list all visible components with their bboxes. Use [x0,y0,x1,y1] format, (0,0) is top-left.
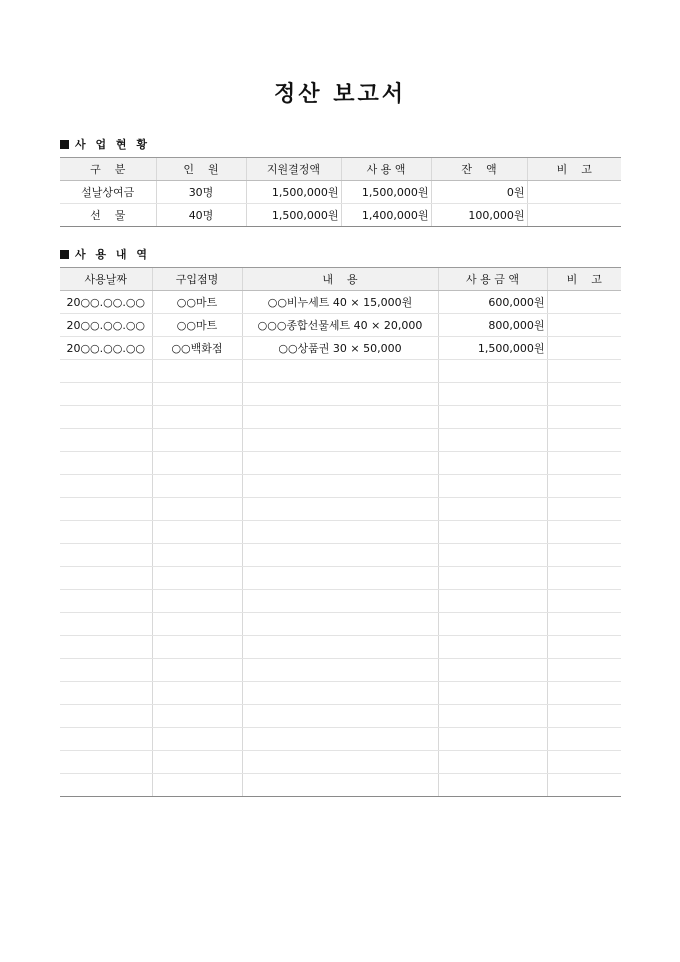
cell-used-amount: 1,500,000원 [341,181,431,204]
empty-cell [547,613,621,636]
empty-cell [547,498,621,521]
empty-cell [152,774,242,797]
empty-cell [438,590,547,613]
table-row [60,181,621,204]
empty-cell [438,728,547,751]
empty-cell [438,682,547,705]
empty-cell [438,360,547,383]
empty-cell [438,475,547,498]
empty-cell [60,682,152,705]
empty-cell [60,774,152,797]
cell-approved-amount: 1,500,000원 [246,204,341,227]
col-header-description: 내 용 [242,268,438,291]
empty-table-row [60,728,621,751]
section-business-status-heading [60,136,150,152]
empty-table-row [60,636,621,659]
table-row [60,291,621,314]
empty-cell [242,383,438,406]
usage-details-table [60,267,621,797]
empty-cell [547,452,621,475]
empty-cell [60,751,152,774]
empty-cell [547,774,621,797]
col-header-remarks: 비 고 [527,158,621,181]
empty-cell [438,751,547,774]
cell-description: ○○비누세트 40 × 15,000원 [242,291,438,314]
empty-cell [547,567,621,590]
cell-description: ○○상품권 30 × 50,000 [242,337,438,360]
empty-cell [242,613,438,636]
cell-amount: 800,000원 [438,314,547,337]
empty-cell [547,383,621,406]
empty-cell [60,613,152,636]
square-bullet-icon [60,250,69,259]
empty-table-row [60,452,621,475]
empty-cell [152,590,242,613]
cell-approved-amount: 1,500,000원 [246,181,341,204]
empty-cell [242,544,438,567]
col-header-approved-amount: 지원결정액 [246,158,341,181]
empty-cell [438,636,547,659]
empty-cell [242,498,438,521]
section-heading-text: 사 업 현 황 [75,138,150,151]
empty-table-row [60,590,621,613]
empty-cell [152,521,242,544]
col-header-date: 사용날짜 [60,268,152,291]
empty-table-row [60,475,621,498]
empty-cell [152,544,242,567]
empty-cell [242,475,438,498]
empty-cell [60,383,152,406]
empty-cell [242,728,438,751]
empty-cell [152,682,242,705]
empty-cell [547,360,621,383]
empty-cell [547,728,621,751]
empty-cell [152,498,242,521]
empty-table-row [60,682,621,705]
empty-table-row [60,567,621,590]
cell-remarks [547,291,621,314]
page-title: 정산 보고서 [274,82,406,107]
empty-table-row [60,774,621,797]
empty-cell [60,429,152,452]
cell-balance: 0원 [431,181,527,204]
empty-cell [152,360,242,383]
empty-table-row [60,544,621,567]
col-header-headcount: 인 원 [156,158,246,181]
cell-store: ○○마트 [152,291,242,314]
col-header-used-amount: 사 용 액 [341,158,431,181]
empty-cell [242,567,438,590]
empty-cell [547,659,621,682]
empty-cell [438,452,547,475]
empty-cell [60,498,152,521]
empty-cell [60,521,152,544]
cell-amount: 1,500,000원 [438,337,547,360]
empty-cell [60,475,152,498]
empty-cell [438,383,547,406]
empty-cell [438,429,547,452]
empty-cell [60,705,152,728]
empty-cell [242,521,438,544]
empty-cell [152,636,242,659]
business-status-table [60,157,621,227]
empty-cell [152,429,242,452]
empty-cell [242,429,438,452]
empty-cell [438,567,547,590]
empty-cell [438,659,547,682]
empty-cell [547,682,621,705]
empty-cell [242,682,438,705]
cell-description: ○○○종합선물세트 40 × 20,000 [242,314,438,337]
empty-cell [438,406,547,429]
square-bullet-icon [60,140,69,149]
col-header-amount: 사 용 금 액 [438,268,547,291]
empty-cell [547,636,621,659]
empty-cell [152,383,242,406]
table-header-row [60,158,621,181]
empty-table-row [60,613,621,636]
empty-cell [547,429,621,452]
empty-table-row [60,659,621,682]
empty-cell [438,498,547,521]
cell-date: 20○○.○○.○○ [60,291,152,314]
empty-cell [438,774,547,797]
empty-cell [547,475,621,498]
empty-cell [242,590,438,613]
empty-cell [547,521,621,544]
empty-table-row [60,406,621,429]
empty-cell [60,590,152,613]
empty-cell [242,751,438,774]
empty-cell [152,567,242,590]
empty-cell [438,544,547,567]
empty-cell [152,705,242,728]
empty-table-row [60,705,621,728]
cell-remarks [547,337,621,360]
empty-cell [438,521,547,544]
empty-cell [242,659,438,682]
empty-cell [242,636,438,659]
empty-cell [60,452,152,475]
empty-cell [60,728,152,751]
empty-cell [242,774,438,797]
empty-cell [242,360,438,383]
empty-cell [242,705,438,728]
cell-used-amount: 1,400,000원 [341,204,431,227]
empty-cell [60,544,152,567]
cell-balance: 100,000원 [431,204,527,227]
empty-cell [60,636,152,659]
empty-table-row [60,383,621,406]
cell-category: 선 물 [60,204,156,227]
cell-remarks [547,314,621,337]
cell-store: ○○백화점 [152,337,242,360]
col-header-balance: 잔 액 [431,158,527,181]
empty-table-row [60,429,621,452]
empty-cell [60,659,152,682]
table-row [60,204,621,227]
empty-table-row [60,498,621,521]
cell-date: 20○○.○○.○○ [60,314,152,337]
col-header-category: 구 분 [60,158,156,181]
col-header-remarks: 비 고 [547,268,621,291]
empty-cell [547,590,621,613]
empty-cell [547,705,621,728]
empty-cell [152,452,242,475]
cell-store: ○○마트 [152,314,242,337]
empty-table-row [60,521,621,544]
empty-cell [242,406,438,429]
section-usage-details-heading [60,246,150,262]
cell-remarks [527,204,621,227]
empty-cell [60,567,152,590]
cell-headcount: 30명 [156,181,246,204]
table-header-row [60,268,621,291]
empty-cell [242,452,438,475]
empty-cell [152,728,242,751]
empty-cell [547,751,621,774]
empty-cell [60,360,152,383]
cell-remarks [527,181,621,204]
empty-cell [60,406,152,429]
empty-cell [152,659,242,682]
empty-cell [438,613,547,636]
empty-cell [438,705,547,728]
empty-cell [547,406,621,429]
cell-amount: 600,000원 [438,291,547,314]
section-heading-text: 사 용 내 역 [75,248,150,261]
empty-table-row [60,360,621,383]
cell-date: 20○○.○○.○○ [60,337,152,360]
col-header-store: 구입점명 [152,268,242,291]
empty-cell [152,613,242,636]
table-row [60,314,621,337]
empty-cell [152,406,242,429]
empty-table-row [60,751,621,774]
empty-cell [152,475,242,498]
table-row [60,337,621,360]
cell-category: 설날상여금 [60,181,156,204]
empty-cell [547,544,621,567]
cell-headcount: 40명 [156,204,246,227]
empty-cell [152,751,242,774]
